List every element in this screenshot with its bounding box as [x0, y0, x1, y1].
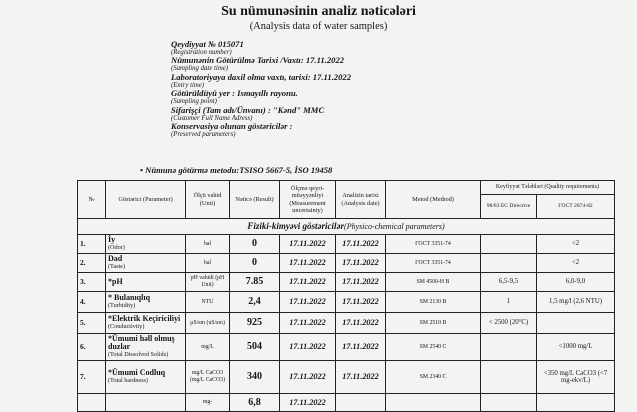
meta-sampling-point: Götürüldüyü yer : Ismayıllı rayonu. (Sampling point) — [171, 88, 298, 106]
header-parameter: Göstərici (Parameter) — [106, 181, 186, 219]
sample-info — [171, 40, 501, 138]
meta-entry-time: Laboratoriyaya daxil olma vaxtı, tarixi: 17.11.2022 (Entry time) — [171, 71, 351, 89]
table-row: 3. *pH pH vahidi (pH Unit) 7.85 17.11.2022 17.11.2022 SM 4500-H B 6,5-9,5 6,0-9,0 — [78, 273, 615, 292]
header-uncertainty: Ölçmə qeyri-müəyyənliyi (Measurement uncertainty) — [280, 181, 336, 219]
table-row: 5. *Elektrik Keçiriciliyi (Conductivity) µS/sm (uS/sm) 925 17.11.2022 17.11.2022 SM 2510 B < 2500 (20°C) — [78, 313, 615, 334]
header-no: № — [78, 181, 106, 219]
results-table — [77, 180, 615, 412]
table-row: 7. *Ümumi Codluq (Total hardness) mg/L CaCO3 (mg/L CaCO3) 340 17.11.2022 17.11.2022 SM 2340 C <350 mg/L CaCO3 (<7 mg-ekv/L) — [78, 361, 615, 394]
header-gost: ГОСТ 2874-82 — [537, 195, 615, 219]
section-header-row — [78, 219, 615, 235]
meta-sampling-date: Nümunənin Götürülmə Tarixi /Vaxtı: 17.11.2022 (Sampling date time) — [171, 55, 345, 73]
document-subtitle: (Analysis data of water samples) — [249, 21, 388, 32]
table-row: 1. İy (Odor) bal 0 17.11.2022 17.11.2022 ГОСТ 3351-74 <2 — [78, 235, 615, 254]
meta-preserved: Konservasiya olunan göstəricilər : (Preserved parameters) — [171, 120, 293, 138]
header-ec-directive: 98/83 EC Directive — [481, 195, 537, 219]
header-quality: Keyfiyyət Tələbləri (Quality requirements) — [481, 181, 615, 195]
header-unit: Ölçü vahid (Unit) — [186, 181, 230, 219]
table-row: 4. * Bulanıqlıq (Turbidity) NTU 2,4 17.11.2022 17.11.2022 SM 2130 B 1 1,5 mg/l (2,6 NTU) — [78, 292, 615, 313]
document-title: Su nümunəsinin analiz nəticələri — [221, 4, 416, 19]
table-row: mg- 6,8 17.11.2022 — [78, 394, 615, 412]
section-title: Fiziki-kimyəvi göstəricilər — [247, 221, 345, 231]
table-row: 6. *Ümumi həll olmuş duzlar (Total Dissolved Solids) mg/L 504 17.11.2022 17.11.2022 SM 2540 C <1000 mg/L — [78, 334, 615, 361]
meta-customer: Sifarişçi (Tam adı/Ünvanı) : "Kənd" MMC (Customer Full Name Adress) — [171, 104, 325, 122]
header-method: Metod (Method) — [386, 181, 481, 219]
section-title-en: (Physico-chemical parameters) — [344, 222, 445, 231]
header-analysis-date: Analizin tarixi (Analysis date) — [336, 181, 386, 219]
table-row: 2. Dad (Taste) bal 0 17.11.2022 17.11.2022 ГОСТ 3351-74 <2 — [78, 254, 615, 273]
meta-registration: Qeydiyyat № 015071 (Registration number) — [171, 39, 244, 56]
sampling-method-line: • Nümunə götürmə metodu:TSISO 5667-5, İSO 19458 — [140, 165, 333, 175]
header-result: Nəticə (Result) — [230, 181, 280, 219]
